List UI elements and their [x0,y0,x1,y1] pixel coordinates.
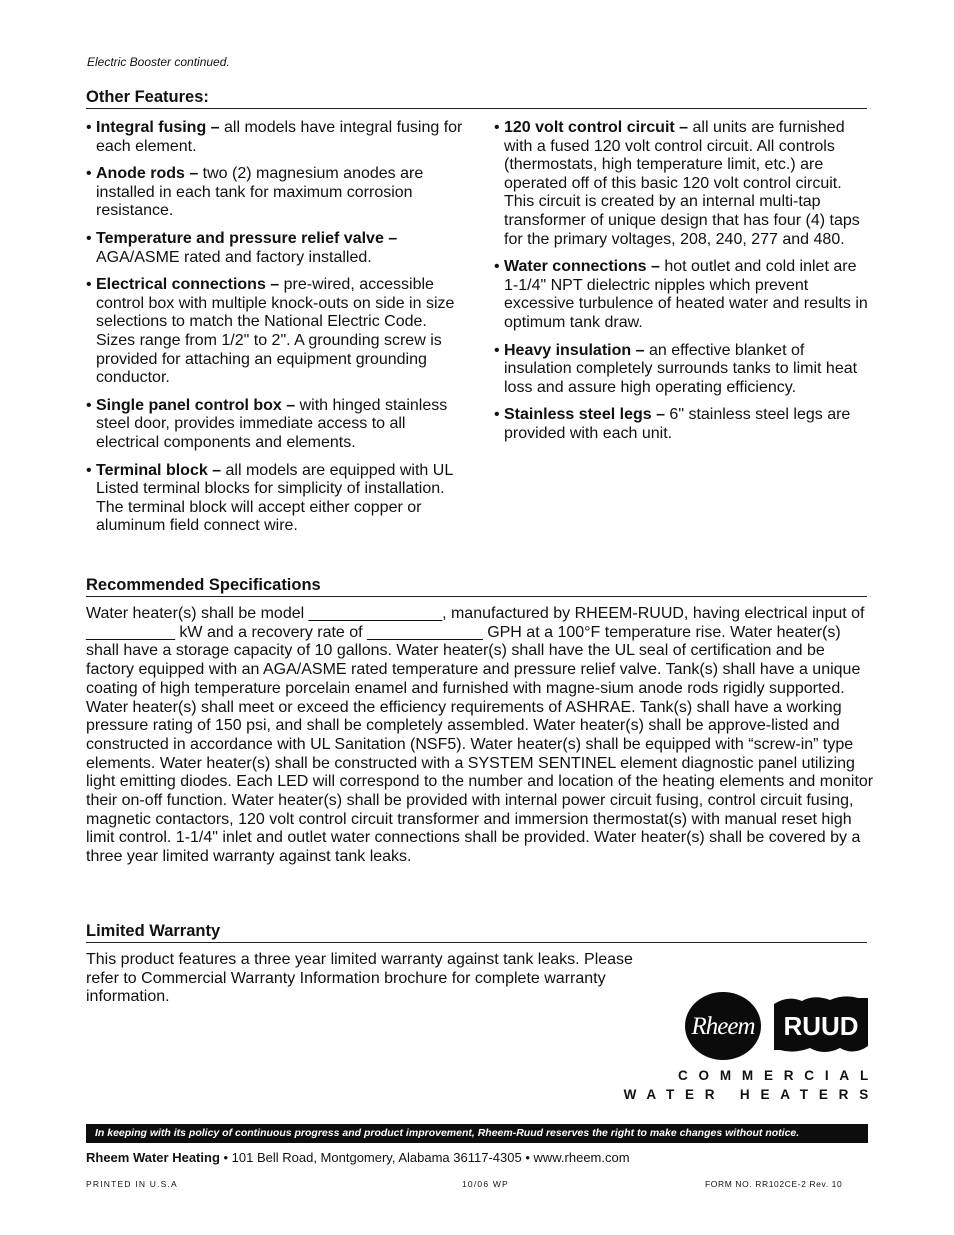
continued-note: Electric Booster continued. [87,55,230,69]
feature-item: • Electrical connections – pre-wired, accessible control box with multiple knock-outs on side in size selections to match the National Electric Code. Sizes range from 1/2" to 2". A grounding screw is provided for attaching an equipment grounding conductor. [86,276,455,387]
company-name: Rheem Water Heating [86,1150,220,1165]
company-address [86,1150,630,1165]
feature-item: • Water connections – hot outlet and cold inlet are 1-1/4" NPT dielectric nipples which prevent excessive turbulence of heated water and results in optimum tank draw. [494,258,868,331]
printed-in: PRINTED IN U.S.A [86,1179,178,1189]
form-number: FORM NO. RR102CE-2 Rev. 10 [705,1179,843,1189]
features-right-column [494,119,874,453]
rheem-ruud-logo [684,992,870,1060]
specifications-heading: Recommended Specifications [86,576,321,594]
specifications-body: Water heater(s) shall be model _______________, manufactured by RHEEM-RUUD, having electrical input of __________ kW and a recovery rate of _____________ GPH at a 100°F temperature rise. Water heater(s) shall have a storage capacity of 10 gallons. Water heater(s) shall have the UL seal of certification and be factory equipped with an AGA/ASME rated temperature and pressure relief valve. Tank(s) shall have a unique coating of high temperature porcelain enamel and furnished with magne-sium anode rods rigidly supported. Water heater(s) shall meet or exceed the efficiency requirements of ASHRAE. Tank(s) shall have a working pressure rating of 150 psi, and shall be completely assembled. Water heater(s) shall be approve-listed and constructed in accordance with UL Sanitation (NSF5). Water heater(s) shall be equipped with “screw-in” type elements. Water heater(s) shall be constructed with a SYSTEM SENTINEL element diagnostic panel utilizing light emitting diodes. Each LED will correspond to the number and location of the heating elements and monitor their on-off function. Water heater(s) shall be provided with internal power circuit fusing, control circuit fusing, magnetic contactors, 120 volt control circuit transformer and immersion thermostat(s) with manual reset high limit control. 1-1/4" inlet and outlet water connections shall be provided. Water heater(s) shall be covered by a three year limited warranty against tank leaks. [86,605,874,866]
section-rule [86,108,867,109]
section-rule [86,596,867,597]
rheem-logo-text: Rheem [691,1013,755,1040]
brand-line-commercial: COMMERCIAL [678,1068,879,1083]
feature-item: • Anode rods – two (2) magnesium anodes are installed in each tank for maximum corrosion resistance. [86,165,424,220]
notice-bar: In keeping with its policy of continuous progress and product improvement, Rheem-Ruud reserves the right to make changes without notice. [86,1124,868,1143]
section-rule [86,942,867,943]
ruud-logo-text: RUUD [783,1011,859,1041]
feature-item: • Integral fusing – all models have integral fusing for each element. [86,119,463,155]
feature-item: • 120 volt control circuit – all units are furnished with a fused 120 volt control circuit. All controls (thermostats, high temperature limit, etc.) are operated off of this basic 120 volt control circuit. This circuit is created by an internal multi-tap transformer of unique design that has four (4) taps for the primary voltages, 208, 240, 277 and 480. [494,119,860,248]
warranty-body: This product features a three year limited warranty against tank leaks. Please refer to Commercial Warranty Information brochure for complete warranty information. [86,951,633,1006]
warranty-heading: Limited Warranty [86,922,221,940]
address-text: • 101 Bell Road, Montgomery, Alabama 36117-4305 • www.rheem.com [219,1150,630,1165]
feature-item: • Single panel control box – with hinged stainless steel door, provides immediate access to all electrical components and elements. [86,396,448,451]
feature-item: • Stainless steel legs – 6" stainless steel legs are provided with each unit. [494,406,851,442]
print-date: 10/06 WP [462,1179,509,1189]
feature-item: • Temperature and pressure relief valve – AGA/ASME rated and factory installed. [86,229,398,266]
brand-line-water-heaters: WATER HEATERS [623,1087,879,1102]
other-features-heading: Other Features: [86,88,209,106]
features-left-column [86,119,466,545]
feature-item: • Heavy insulation – an effective blanket of insulation completely surrounds tanks to limit heat loss and assure high operating efficiency. [494,341,858,396]
feature-item: • Terminal block – all models are equipped with UL Listed terminal blocks for simplicity of installation. The terminal block will accept either copper or aluminum field connect wire. [86,461,453,535]
